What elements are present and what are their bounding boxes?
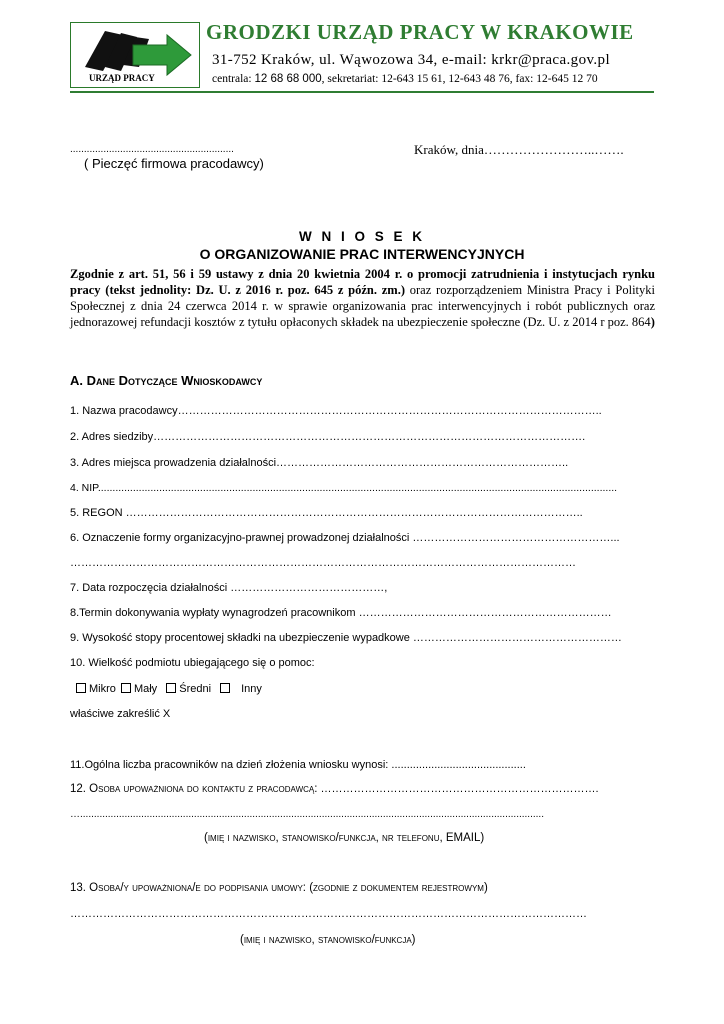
document-subtitle: O ORGANIZOWANIE PRAC INTERWENCYJNYCH	[199, 246, 525, 262]
legal-basis-text: oraz rozporządzeniem Ministra Pracy i Polityki Społecznej z dnia 24 czerwca 2014 r. w sprawie organizowania prac interwencyjnych i robót publicznych oraz jednorazowej refundacji kosztów z tytułu opłaconych składek na ubezpieczenie społeczne (Dz. U. z 2014 r poz. 864	[70, 283, 655, 329]
field-accident-rate[interactable]: 9. Wysokość stopy procentowej składki na ubezpieczenie wypadkowe …………………………………………………	[70, 632, 622, 644]
stamp-label: ( Pieczęć firmowa pracodawcy)	[84, 156, 264, 171]
contact-person-dots: ………………………………………………………………….	[317, 783, 599, 795]
option-mikro-label: Mikro	[89, 683, 116, 695]
stamp-line: ...........................................................	[70, 144, 234, 155]
field-employee-count[interactable]: 11.Ogólna liczba pracowników na dzień złożenia wniosku wynosi: ............................................	[70, 759, 526, 771]
field-business-address[interactable]: 3. Adres miejsca prowadzenia działalności……………………………………………………………………..	[70, 457, 569, 469]
legal-basis-bold: Zgodnie z art. 51, 56 i 59 ustawy z dnia 20 kwietnia 2004 r. o promocji zatrudnienia i instytucjach rynku pracy (tekst jednolity: Dz. U. z 2016 r. poz. 645 z późn. zm.)	[70, 267, 655, 297]
option-sredni-label: Średni	[179, 683, 212, 695]
checkbox-inny[interactable]	[220, 683, 230, 693]
signatory-label: 13. Osoba/y upoważniona/e do podpisania umowy: (zgodnie z dokumentem rejestrowym)	[70, 882, 488, 894]
field-nip-text: 4. NIP..................................................................................................................................................................................	[70, 482, 618, 494]
organization-name: GRODZKI URZĄD PRACY W KRAKOWIE	[206, 20, 634, 44]
option-inny-label: Inny	[241, 683, 262, 695]
contact-person-label: 12. Osoba upoważniona do kontaktu z pracodawcą:	[70, 783, 318, 795]
company-size-options	[74, 683, 262, 695]
organization-phones	[212, 73, 598, 85]
document-title: W N I O S E K	[298, 229, 425, 244]
field-legal-form[interactable]: 6. Oznaczenie formy organizacyjno-prawnej prowadzonej działalności ………………………………………………...	[70, 532, 620, 544]
field-legal-form-continued[interactable]: …………………………………………………………………………………………………………………………	[70, 557, 576, 569]
logo	[70, 22, 200, 88]
legal-basis	[70, 266, 655, 330]
field-start-date[interactable]: 7. Data rozpoczęcia działalności ……………………………………,	[70, 582, 388, 594]
field-employer-name[interactable]: 1. Nazwa pracodawcy……………………………………………………………………………………………………..	[70, 405, 602, 417]
field-regon[interactable]: 5. REGON ……………………………………………………………………………………………………………..	[70, 507, 583, 519]
mark-instruction: właściwe zakreślić X	[70, 708, 171, 720]
checkbox-maly[interactable]	[121, 683, 131, 693]
place-date: Kraków, dnia……………………..…….	[414, 142, 624, 157]
header-divider	[70, 91, 654, 93]
field-company-size-label: 10. Wielkość podmiotu ubiegającego się o pomoc:	[70, 657, 315, 669]
central-number: 12 68 68 000	[254, 73, 322, 85]
field-contact-person[interactable]	[70, 783, 599, 795]
field-nip[interactable]	[70, 482, 617, 494]
checkbox-sredni[interactable]	[166, 683, 176, 693]
field-signatory[interactable]: ……………………………………………………………………………………………………………………………	[70, 908, 587, 920]
field-contact-person-continued[interactable]: ….......................................................................................................................................................................	[70, 809, 544, 820]
option-maly-label: Mały	[133, 683, 158, 695]
contact-person-caption: (imię i nazwisko, stanowisko/funkcja, nr telefonu, EMAIL)	[204, 832, 485, 844]
field-payroll-date[interactable]: 8.Termin dokonywania wypłaty wynagrodzeń pracownikom ……………………………………………………………	[70, 607, 612, 619]
organization-address: 31-752 Kraków, ul. Wąwozowa 34, e-mail: krkr@praca.gov.pl	[212, 52, 611, 68]
field-registered-address[interactable]: 2. Adres siedziby……………………………………………………………………………………………………….	[70, 431, 586, 443]
central-label: centrala:	[212, 73, 252, 85]
checkbox-mikro[interactable]	[76, 683, 86, 693]
logo-text: URZĄD PRACY	[89, 73, 155, 83]
phones-rest: , sekretariat: 12-643 15 61, 12-643 48 76, fax: 12-645 12 70	[321, 73, 598, 85]
section-a-heading: A. Dane Dotyczące Wnioskodawcy	[70, 373, 263, 388]
legal-basis-close: )	[650, 315, 655, 329]
signatory-caption: (imię i nazwisko, stanowisko/funkcja)	[240, 934, 416, 946]
